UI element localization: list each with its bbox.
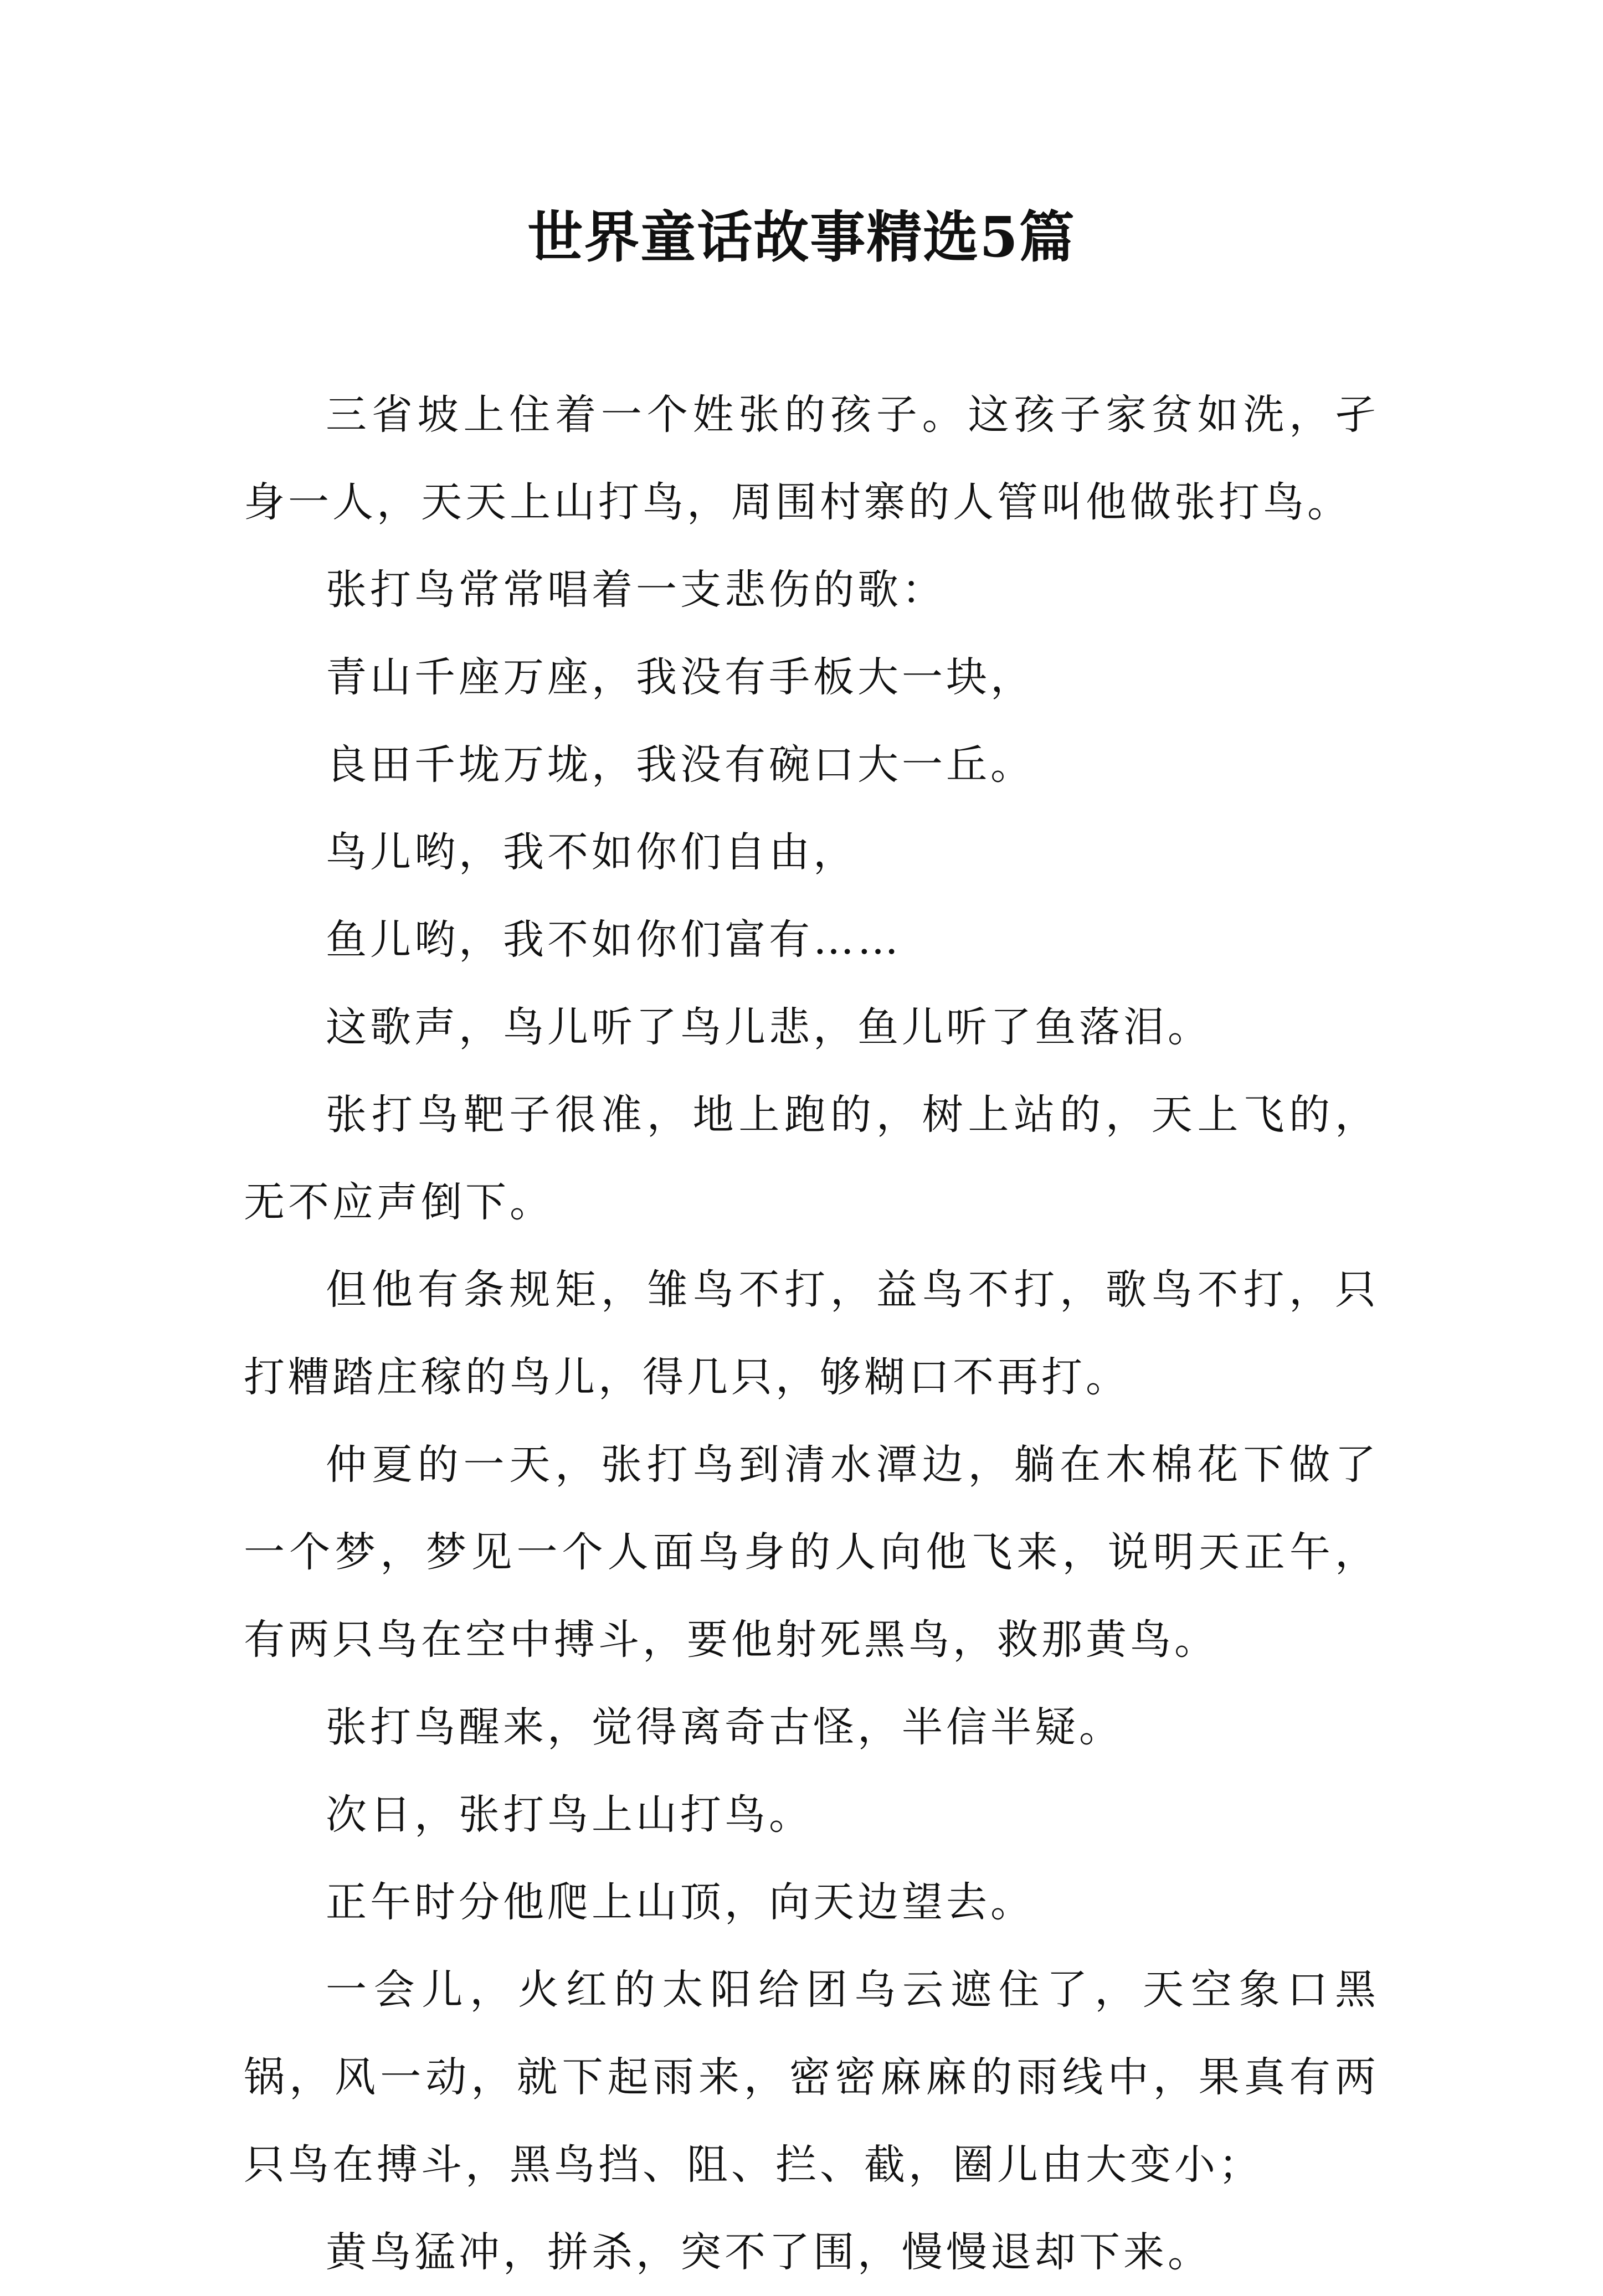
paragraph: 一会儿，火红的太阳给团乌云遮住了，天空象口黑锅，风一动，就下起雨来，密密麻麻的雨线中，果真有两只鸟在搏斗，黑鸟挡、阻、拦、截，圈儿由大变小； — [244, 1966, 1379, 2189]
paragraph: 鸟儿哟，我不如你们自由， — [326, 828, 857, 876]
document-title: 世界童话故事精选5篇 — [527, 204, 1076, 270]
paragraph: 正午时分他爬上山顶，向天边望去。 — [326, 1878, 1035, 1926]
paragraph: 青山千座万座，我没有手板大一块， — [326, 653, 1035, 701]
paragraph: 三省坡上住着一个姓张的孩子。这孩子家贫如洗，孑身一人，天天上山打鸟，周围村寨的人管叫他做张打鸟。 — [244, 391, 1379, 526]
paragraph: 次日，张打鸟上山打鸟。 — [326, 1791, 813, 1839]
paragraph: 仲夏的一天，张打鸟到清水潭边，躺在木棉花下做了一个梦，梦见一个人面鸟身的人向他飞来，说明天正午，有两只鸟在空中搏斗，要他射死黑鸟，救那黄鸟。 — [244, 1441, 1379, 1664]
paragraph: 良田千垅万垅，我没有碗口大一丘。 — [326, 741, 1035, 789]
paragraph: 张打鸟常常唱着一支悲伤的歌： — [326, 566, 946, 614]
paragraph: 但他有条规矩，雏鸟不打，益鸟不打，歌鸟不打，只打糟踏庄稼的鸟儿，得几只，够糊口不再打。 — [244, 1266, 1379, 1401]
paragraph: 黄鸟猛冲，拼杀，突不了围，慢慢退却下来。 — [326, 2228, 1212, 2276]
paragraph: 张打鸟醒来，觉得离奇古怪，半信半疑。 — [326, 1703, 1123, 1751]
paragraph: 鱼儿哟，我不如你们富有…… — [326, 916, 902, 964]
paragraph: 这歌声，鸟儿听了鸟儿悲，鱼儿听了鱼落泪。 — [326, 1003, 1212, 1051]
paragraph: 张打鸟靶子很准，地上跑的，树上站的，天上飞的，无不应声倒下。 — [244, 1091, 1379, 1226]
document-body — [244, 371, 1379, 2296]
